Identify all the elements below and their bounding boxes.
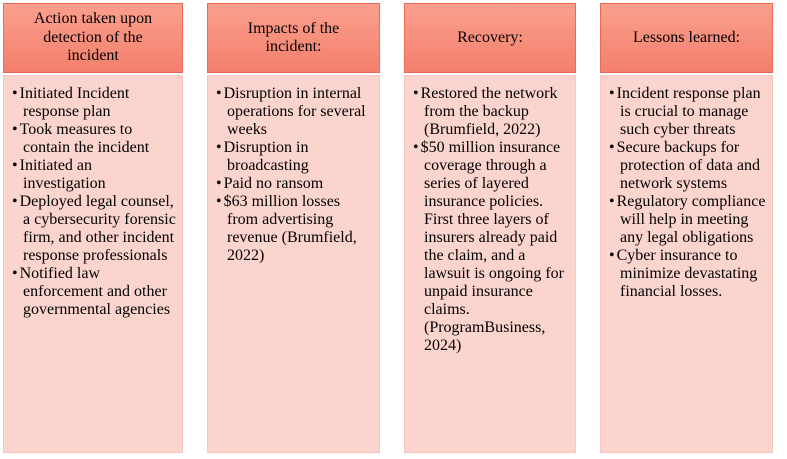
bullet-list: [216, 85, 374, 265]
bullet-list: [609, 85, 767, 301]
column-header-actions-taken: [3, 3, 183, 73]
column-header-recovery: [404, 3, 576, 73]
bullet-item: • Initiated an investigation: [12, 157, 177, 193]
bullet-item: • Disruption in internal operations for several weeks: [216, 85, 374, 139]
column-lessons-learned: [600, 3, 773, 453]
column-impacts: [207, 3, 380, 453]
bullet-item: • Paid no ransom: [216, 175, 374, 193]
bullet-list: [12, 85, 177, 319]
bullet-item: • $63 million losses from advertising revenue (Brumfield, 2022): [216, 193, 374, 265]
column-body-recovery: [404, 75, 576, 453]
column-header-impacts: [207, 3, 380, 73]
bullet-item: • Cyber insurance to minimize devastating financial losses.: [609, 247, 767, 301]
bullet-list: [413, 85, 570, 355]
bullet-item: • Secure backups for protection of data and network systems: [609, 139, 767, 193]
incident-summary-diagram: [3, 3, 776, 453]
bullet-item: • Disruption in broadcasting: [216, 139, 374, 175]
column-header-label: Recovery:: [457, 28, 523, 46]
column-body-impacts: [207, 75, 380, 453]
column-actions-taken: [3, 3, 183, 453]
bullet-item: • Took measures to contain the incident: [12, 121, 177, 157]
bullet-item: • Restored the network from the backup (Brumfield, 2022): [413, 85, 570, 139]
bullet-item: • Deployed legal counsel, a cybersecurity forensic firm, and other incident response professionals: [12, 193, 177, 265]
column-recovery: [404, 3, 576, 453]
column-header-label: Lessons learned:: [632, 28, 741, 46]
bullet-item: • Initiated Incident response plan: [12, 85, 177, 121]
column-header-label: Action taken upon detection of the incident: [33, 10, 153, 65]
bullet-item: • Incident response plan is crucial to manage such cyber threats: [609, 85, 767, 139]
bullet-item: • Notified law enforcement and other governmental agencies: [12, 265, 177, 319]
column-body-actions-taken: [3, 75, 183, 453]
bullet-item: • Regulatory compliance will help in meeting any legal obligations: [609, 193, 767, 247]
column-header-label: Impacts of the incident:: [247, 19, 340, 55]
column-header-lessons-learned: [600, 3, 773, 73]
column-body-lessons-learned: [600, 75, 773, 453]
bullet-item: • $50 million insurance coverage through a series of layered insurance policies. First three layers of insurers already paid the claim, and a lawsuit is ongoing for unpaid insurance claims. (ProgramBusiness, 2024): [413, 139, 570, 355]
